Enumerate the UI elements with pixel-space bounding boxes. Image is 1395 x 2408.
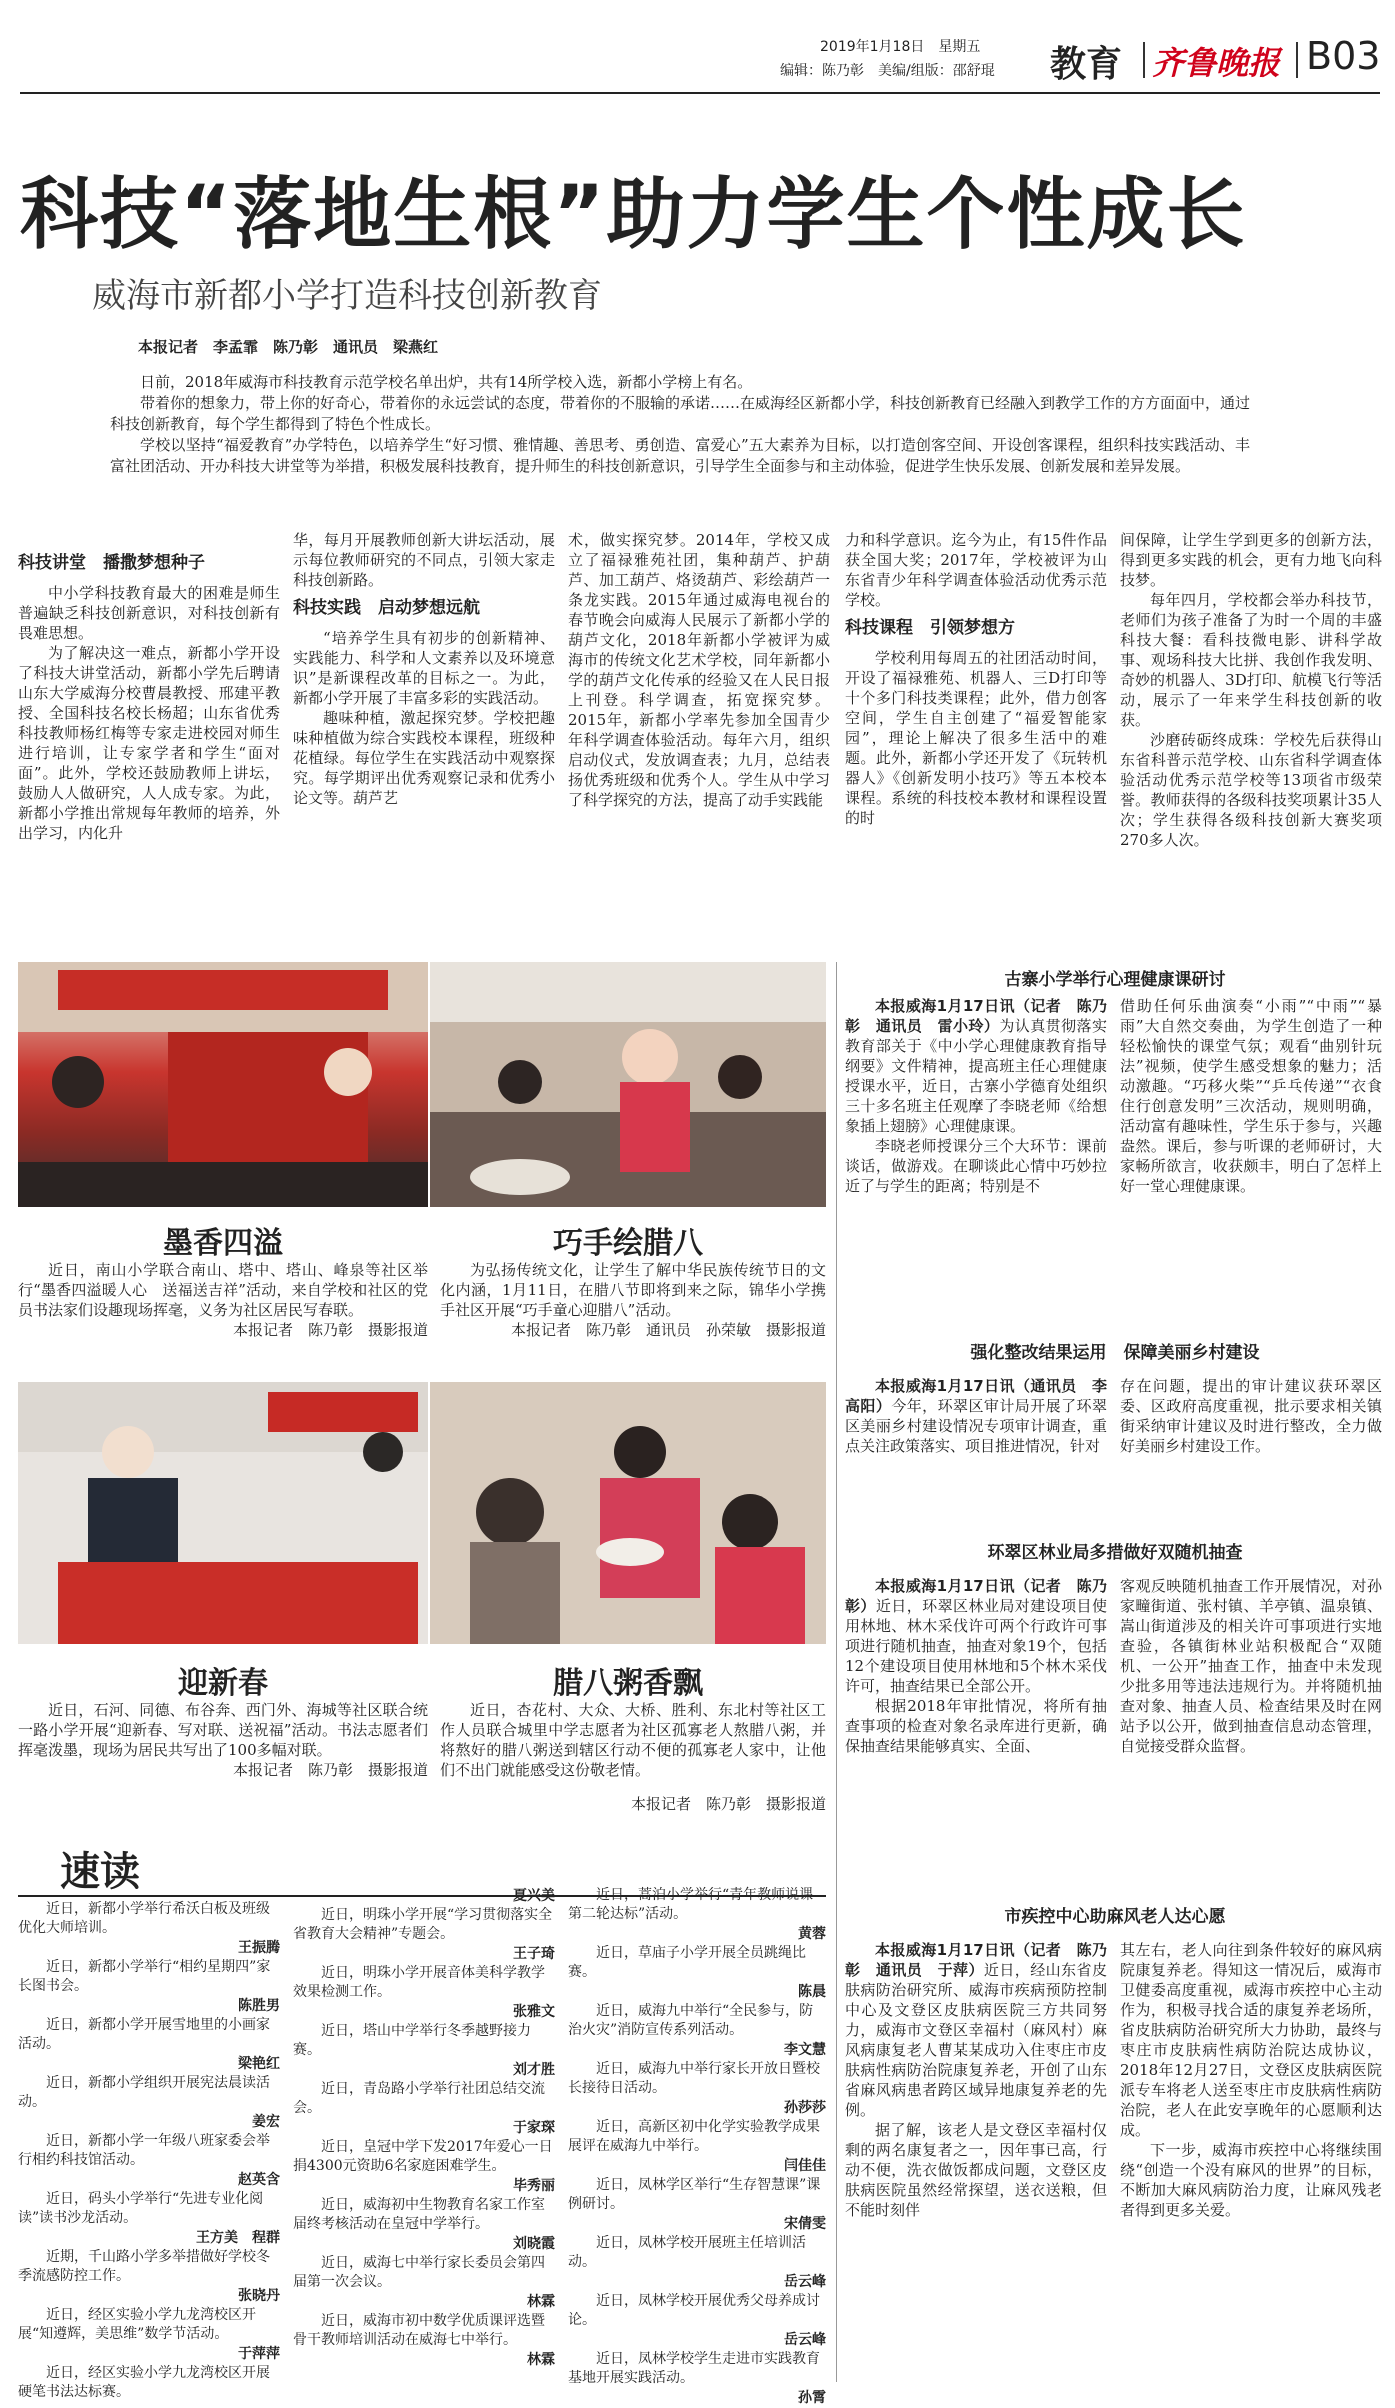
paragraph: 本报威海1月17日讯（记者 陈乃彰）近日，环翠区林业局对建设项目使用林地、林木采伐许可两个行政许可事项进行随机抽查，抽查对象19个，包括12个建设项目使用林地和5个林木采伐许可，抽查结果已全部公开。 [845,1577,1107,1695]
briefs-title: 速读 [60,1849,140,1895]
main-column-3 [568,530,830,810]
photo-title: 巧手绘腊八 [553,1226,703,1261]
article-dateline: 本报威海1月17日讯（记者 陈乃彰） [845,1577,1107,1615]
column-divider [836,962,837,2382]
brief-item: 近日，威海市初中数学优质课评选暨骨干教师培训活动在威海七中举行。 林霖 [293,2313,555,2368]
header-editors: 编辑：陈乃彰 美编/组版：邵舒琨 [780,63,995,79]
header-paper-logo: 齐鲁晚报 [1152,44,1281,82]
paragraph: 中小学科技教育最大的困难是师生普遍缺乏科技创新意识，对科技创新有畏难思想。 [18,584,280,642]
photo-caption [18,1260,428,1340]
photo-spring-couplets [18,1382,428,1644]
paragraph: 客观反映随机抽查工作开展情况，对孙家疃街道、张村镇、羊亭镇、温泉镇、嵩山街道涉及的相关许可事项进行实地查验，各镇街林业站积极配合“双随机、一公开”抽查工作，抽查中未发现少批多用等违法违规行为。并将随机抽查对象、抽查人员、检查结果及时在网站予以公开，做到抽查信息动态管理，自觉接受群众监督。 [1120,1577,1382,1755]
article-right-column [1120,1376,1382,1456]
paragraph: 每年四月，学校都会举办科技节，老师们为孩子准备了为时一个周的丰盛科技大餐：看科技微电影、讲科学故事、观场科技大比拼、我创作我发明、奇妙的机器人、3D打印、航模飞行等活动，展示了一年来学生科技创新的收获。 [1120,591,1382,729]
article-left-column [845,1576,1107,1756]
article-dateline: 本报威海1月17日讯（记者 陈乃彰 通讯员 雷小玲） [845,997,1107,1035]
paragraph: 趣味种植，激起探究梦。学校把趣味种植做为综合实践校本课程，班级种花植绿。每位学生在实践活动中观察探究。每学期评出优秀观察记录和优秀小论文等。葫芦艺 [293,709,555,807]
photo-title: 迎新春 [178,1666,268,1701]
article-title: 环翠区林业局多措做好双随机抽查 [987,1543,1243,1563]
brief-item: 近日，威海九中举行“全民参与，防治火灾”消防宣传系列活动。 李文慧 [568,2003,826,2058]
paragraph: 其左右，老人向往到条件较好的麻风病院康复养老。得知这一情况后，威海市卫健委高度重视，威海市疾控中心主动作为，积极寻找合适的康复养老场所，省皮肤病防治研究所大力协助，最终与枣庄市皮肤病性病防治院达成协议，2018年12月27日，文登区皮肤病医院派专车将老人送至枣庄市皮肤病性病防治院，老人在此安享晚年的心愿顺利达成。 [1120,1941,1382,2139]
article-right-column [1120,1940,1382,2220]
brief-item: 近期，千山路小学多举措做好学校冬季流感防控工作。 张晓丹 [18,2249,280,2304]
photo-caption [440,1700,826,1814]
header-page-number: B03 [1306,34,1381,78]
paragraph: 学校利用每周五的社团活动时间，开设了福禄雅苑、机器人、三D打印等十个多门科技类课程；此外，借力创客空间，学生自主创建了“福爱智能家园”，理论上解决了很多生活中的难题。此外，新都小学还开发了《玩转机器人》《创新发明小技巧》等五本校本课程。系统的科技校本教材和课程设置的时 [845,649,1107,827]
brief-item: 近日，明珠小学开展“学习贯彻落实全省教育大会精神”专题会。 王子琦 [293,1907,555,1962]
brief-item: 近日，凤林学校开展优秀父母养成讨论。 岳云峰 [568,2293,826,2348]
article-left-column [845,1376,1107,1456]
paragraph: 本报威海1月17日讯（记者 陈乃彰 通讯员 于萍）近日，经山东省皮肤病防治研究所、威海市疾病预防控制中心及文登区皮肤病医院三方共同努力，威海市文登区幸福村（麻风村）麻风病康复老人曹某某成功入住枣庄市皮肤病性病防治院康复养老，开创了山东省麻风病患者跨区域异地康复养老的先例。 [845,1941,1107,2119]
paragraph: 本报威海1月17日讯（记者 陈乃彰 通讯员 雷小玲）为认真贯彻落实教育部关于《中小学心理健康教育指导纲要》文件精神，提高班主任心理健康授课水平，近日，古寨小学德育处组织三十多名班主任观摩了李晓老师《给想象插上翅膀》心理健康课。 [845,997,1107,1135]
photo-caption-text: 近日，杏花村、大众、大桥、胜利、东北村等社区工作人员联合城里中学志愿者为社区孤寡老人熬腊八粥，并将熬好的腊八粥送到辖区行动不便的孤寡老人家中，让他们不出门就能感受这份敬老情。 [440,1701,826,1779]
section-heading: 科技讲堂 播撒梦想种子 [18,553,205,573]
photo-caption-text: 近日，石河、同德、布谷奔、西门外、海城等社区联合统一路小学开展“迎新春、写对联、送祝福”活动。书法志愿者们挥毫泼墨，现场为居民共写出了100多幅对联。 [18,1701,428,1759]
paragraph: 借助任何乐曲演奏“小雨”“中雨”“暴雨”大自然交奏曲，为学生创造了一种轻松愉快的课堂气氛；观看“曲别针玩法”视频，使学生感受想象的魅力；活动激趣。“巧移火柴”“乒乓传递”“衣食住行创意发明”三次活动，规则明确，活动富有趣味性，学生乐于参与，兴趣盎然。课后，参与听课的老师研讨，大家畅所欲言，收获颇丰，明白了怎样上好一堂心理健康课。 [1120,997,1382,1195]
page-header [0,0,1395,90]
photo-caption-text: 近日，南山小学联合南山、塔中、塔山、峰泉等社区举行“墨香四溢暖人心 送福送吉祥”活动，来自学校和社区的党员书法家们设趣现场挥毫，义务为社区居民写春联。 [18,1261,428,1319]
photo-caption [440,1260,826,1340]
article-right-column [1120,1576,1382,1756]
paragraph: 存在问题，提出的审计建议获环翠区委、区政府高度重视，批示要求相关镇街采纳审计建议及时进行整改，全力做好美丽乡村建设工作。 [1120,1377,1382,1455]
main-column-5 [1120,530,1382,850]
brief-item: 近日，经区实验小学九龙湾校区开展“知遵辉，美思维”数学节活动。 于萍萍 [18,2307,280,2362]
brief-item: 近日，皇冠中学下发2017年爱心一日捐4300元资助6名家庭困难学生。 毕秀丽 [293,2139,555,2194]
photo-laba-porridge [430,1382,826,1644]
photo-credit: 本报记者 陈乃彰 摄影报道 [630,1795,826,1813]
section-heading: 科技实践 启动梦想远航 [293,598,480,618]
article-title: 市疾控中心助麻风老人达心愿 [1004,1907,1226,1927]
paragraph: 力和科学意识。迄今为止，有15件作品获全国大奖；2017年，学校被评为山东省青少年科学调查体验活动优秀示范学校。 [845,531,1107,609]
article-title: 古寨小学举行心理健康课研讨 [1004,970,1226,990]
brief-item: 近日，草庙子小学开展全员跳绳比赛。 陈晨 [568,1945,826,2000]
photo-title: 墨香四溢 [163,1226,283,1261]
brief-item: 近日，新都小学举行希沃白板及班级优化大师培训。 王振腾 [18,1901,280,1956]
paragraph: 华，每月开展教师创新大讲坛活动，展示每位教师研究的不同点，引领大家走科技创新路。 [293,531,555,589]
lead-paragraph: 带着你的想象力，带上你的好奇心，带着你的永远尝试的态度，带着你的不服输的承诺……在威海经区新都小学，科技创新教育已经融入到教学工作的方方面面中，通过科技创新教育，每个学生都得到了特色个性成长。 [110,394,1251,433]
header-section: 教育 [1050,44,1123,85]
article-right-column [1120,996,1382,1196]
brief-item: 近日，明珠小学开展音体美科学教学效果检测工作。 张雅文 [293,1965,555,2020]
paragraph: 据了解，该老人是文登区幸福村仅剩的两名康复者之一，因年事已高，行动不便，洗衣做饭都成问题，文登区皮肤病医院虽然经常探望，送衣送粮，但不能时刻伴 [845,2121,1107,2219]
brief-item: 近日，威海七中举行家长委员会第四届第一次会议。 林霖 [293,2255,555,2310]
briefs-column-1 [18,1900,280,2403]
photo-laba-painting [430,962,826,1207]
photo-credit: 本报记者 陈乃彰 摄影报道 [232,1321,428,1339]
lead [110,372,1250,477]
brief-item: 近日，码头小学举行“先进专业化阅读”读书沙龙活动。 王方美 程群 [18,2191,280,2246]
paragraph: “培养学生具有初步的创新精神、实践能力、科学和人文素养以及环境意识”是新课程改革的目标之一。为此，新都小学开展了丰富多彩的实践活动。 [293,629,555,707]
brief-item: 近日，新都小学一年级八班家委会举行相约科技馆活动。 赵英含 [18,2133,280,2188]
article-left-column [845,996,1107,1196]
brief-item: 近日，威海九中举行家长开放日暨校长接待日活动。 孙莎莎 [568,2061,826,2116]
lead-paragraph: 学校以坚持“福爱教育”办学特色，以培养学生“好习惯、雅情趣、善思考、勇创造、富爱心”五大素养为目标，以打造创客空间、开设创客课程，组织科技实践活动、丰富社团活动、开办科技大讲堂等为举措，积极发展科技教育，提升师生的科技创新意识，引导学生全面参与和主动体验，促进学生快乐发展、创新发展和差异发展。 [110,436,1250,475]
brief-item: 近日，威海初中生物教育名家工作室届终考核活动在皇冠中学举行。 刘晓霞 [293,2197,555,2252]
brief-item: 近日，新都小学举行“相约星期四”家长图书会。 陈胜男 [18,1959,280,2014]
main-column-1 [18,545,280,843]
brief-item: 近日，经区实验小学九龙湾校区开展硬笔书法达标赛。 [18,2365,270,2400]
brief-item: 近日，蒿泊小学举行“青年教师说课第二轮达标”活动。 黄蓉 [568,1887,826,1942]
briefs-column-2 [293,1886,555,2370]
brief-item: 近日，新都小学开展雪地里的小画家活动。 梁艳红 [18,2017,280,2072]
paragraph: 沙磨砖砺终成珠：学校先后获得山东省科普示范学校、山东省科学调查体验活动优秀示范学校等13项省市级荣誉。教师获得的各级科技奖项累计35人次；学生获得各级科技创新大赛奖项270多人次。 [1120,731,1382,849]
paragraph: 为了解决这一难点，新都小学开设了科技大讲堂活动，新都小学先后聘请山东大学威海分校曹晨教授、邢建平教授、全国科技名校长杨超；山东省优秀科技教师杨红梅等专家走进校园对师生进行培训，让专家学者和学生“面对面”。此外，学校还鼓励教师上讲坛，鼓励人人做研究，人人成专家。为此，新都小学推出常规每年教师的培养，外出学习，内化升 [18,644,280,842]
photo-title: 腊八粥香飘 [553,1666,703,1701]
article-dateline: 本报威海1月17日讯（记者 陈乃彰 通讯员 于萍） [845,1941,1107,1979]
paragraph: 间保障，让学生学到更多的创新方法，得到更多实践的机会，更有力地飞向科技梦。 [1120,531,1382,589]
article-title: 强化整改结果运用 保障美丽乡村建设 [970,1343,1260,1363]
brief-item: 近日，塔山中学举行冬季越野接力赛。 刘才胜 [293,2023,555,2078]
photo-caption [18,1700,428,1780]
main-column-4 [845,530,1107,828]
lead-paragraph: 日前，2018年威海市科技教育示范学校名单出炉，共有14所学校入选，新都小学榜上有名。 [140,373,753,391]
subheadline: 威海市新都小学打造科技创新教育 [92,276,602,316]
brief-item: 夏兴美 [513,1888,555,1904]
header-date: 2019年1月18日 星期五 [820,39,981,55]
photo-calligraphy-event [18,962,428,1207]
brief-item: 近日，凤林学区举行“生存智慧课”课例研讨。 宋倩雯 [568,2177,826,2232]
main-column-2 [293,530,555,808]
brief-item: 近日，凤林学校开展班主任培训活动。 岳云峰 [568,2235,826,2290]
headline: 科技“落地生根”助力学生个性成长 [20,170,1247,260]
brief-item: 近日，青岛路小学举行社团总结交流会。 于家琛 [293,2081,555,2136]
brief-item: 近日，新都小学组织开展宪法晨读活动。 姜宏 [18,2075,280,2130]
section-heading: 科技课程 引领梦想方 [845,618,1015,638]
paragraph: 术，做实探究梦。2014年，学校又成立了福禄雅苑社团，集种葫芦、护葫芦、加工葫芦、烙烫葫芦、彩绘葫芦一条龙实践。2015年通过威海电视台的春节晚会向威海人民展示了新都小学的葫芦文化，2018年新都小学被评为威海市的传统文化艺术学校，同年新都小学的葫芦文化传承的经验又在人民日报上刊登。科学调查，拓宽探究梦。2015年，新都小学率先参加全国青少年科学调查体验活动。每年六月，组织启动仪式，发放调查表；九月，总结表扬优秀班级和优秀个人。学生从中学习了科学探究的方法，提高了动手实践能 [568,531,830,809]
photo-caption-text: 为弘扬传统文化，让学生了解中华民族传统节日的文化内涵，1月11日，在腊八节即将到来之际，锦华小学携手社区开展“巧手童心迎腊八”活动。 [440,1261,826,1319]
photo-credit: 本报记者 陈乃彰 通讯员 孙荣敏 摄影报道 [510,1321,826,1339]
brief-item: 近日，高新区初中化学实验教学成果展评在威海九中举行。 闫佳佳 [568,2119,826,2174]
article-left-column [845,1940,1107,2220]
photo-credit: 本报记者 陈乃彰 摄影报道 [232,1761,428,1779]
brief-item: 近日，凤林学校学生走进市实践教育基地开展实践活动。 孙霄 [568,2351,826,2406]
byline: 本报记者 李孟霏 陈乃彰 通讯员 梁燕红 [138,338,439,356]
paragraph: 根据2018年审批情况，将所有抽查事项的检查对象名录库进行更新，确保抽查结果能够真实、全面、 [845,1697,1107,1755]
paragraph: 下一步，威海市疾控中心将继续围绕“创造一个没有麻风的世界”的目标，不断加大麻风病防治力度，让麻风残老者得到更多关爱。 [1120,2141,1382,2219]
paragraph: 本报威海1月17日讯（通讯员 李高阳）今年，环翠区审计局开展了环翠区美丽乡村建设情况专项审计调查，重点关注政策落实、项目推进情况，针对 [845,1377,1107,1455]
article-dateline: 本报威海1月17日讯（通讯员 李高阳） [845,1377,1107,1415]
header-rule [20,92,1380,94]
briefs-column-3 [568,1886,826,2408]
paragraph: 李晓老师授课分三个大环节：课前谈话，做游戏。在聊谈此心情中巧妙拉近了与学生的距离；特别是不 [845,1137,1107,1195]
